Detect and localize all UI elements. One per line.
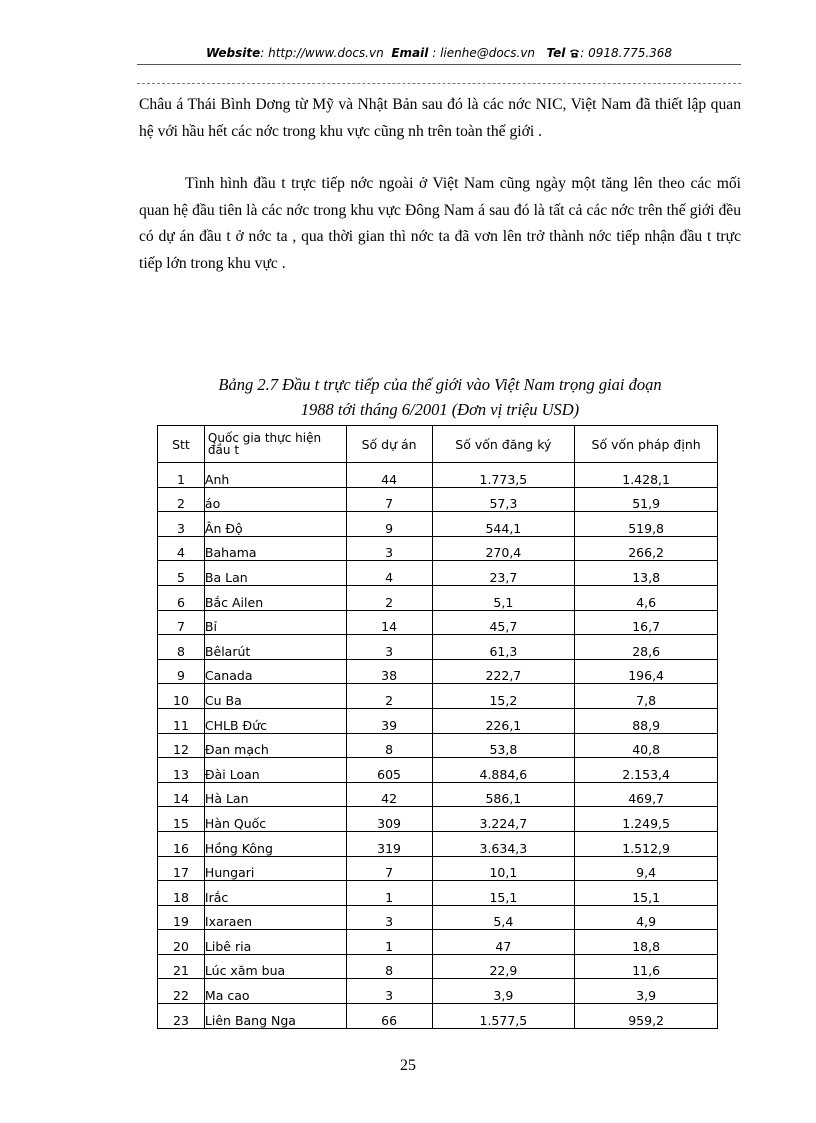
cell-stt: 20 [158,930,205,955]
cell-stt: 1 [158,463,205,488]
telephone-icon [569,48,580,58]
cell-legal-capital: 3,9 [575,979,718,1004]
cell-stt: 23 [158,1004,205,1029]
table-row [158,881,718,906]
cell-stt: 2 [158,487,205,512]
cell-projects: 319 [346,831,432,856]
cell-registered-capital: 53,8 [432,733,575,758]
cell-legal-capital: 15,1 [575,881,718,906]
cell-legal-capital: 1.512,9 [575,831,718,856]
cell-stt: 10 [158,684,205,709]
cell-registered-capital: 586,1 [432,782,575,807]
cell-legal-capital: 16,7 [575,610,718,635]
table-row [158,807,718,832]
cell-legal-capital: 40,8 [575,733,718,758]
cell-legal-capital: 18,8 [575,930,718,955]
cell-country: Hàn Quốc [204,807,346,832]
header-country: Quốc gia thực hiện đầu t [204,426,346,463]
paragraph-1: Châu á Thái Bình Dơng từ Mỹ và Nhật Bản sau đó là các nớc NIC, Việt Nam đã thiết lập quan hệ với hầu hết các nớc trong khu vực cũng nh trên toàn thế giới . [139,96,741,140]
cell-stt: 11 [158,708,205,733]
cell-projects: 66 [346,1004,432,1029]
cell-projects: 7 [346,487,432,512]
table-row [158,659,718,684]
table-row [158,487,718,512]
cell-stt: 9 [158,659,205,684]
cell-country: CHLB Đức [204,708,346,733]
cell-legal-capital: 1.428,1 [575,463,718,488]
cell-projects: 3 [346,979,432,1004]
cell-country: Libê ria [204,930,346,955]
cell-stt: 14 [158,782,205,807]
cell-registered-capital: 57,3 [432,487,575,512]
cell-registered-capital: 15,1 [432,881,575,906]
cell-country: Ixaraen [204,905,346,930]
cell-country: Cu Ba [204,684,346,709]
cell-stt: 18 [158,881,205,906]
cell-registered-capital: 1.773,5 [432,463,575,488]
cell-registered-capital: 222,7 [432,659,575,684]
cell-registered-capital: 3.224,7 [432,807,575,832]
cell-country: Bỉ [204,610,346,635]
cell-legal-capital: 469,7 [575,782,718,807]
cell-registered-capital: 5,1 [432,585,575,610]
cell-registered-capital: 45,7 [432,610,575,635]
cell-projects: 3 [346,536,432,561]
page-number: 25 [400,1057,416,1074]
website-label: Website [205,46,261,60]
cell-registered-capital: 15,2 [432,684,575,709]
cell-stt: 3 [158,512,205,537]
cell-legal-capital: 519,8 [575,512,718,537]
header-legal-capital: Số vốn pháp định [575,426,718,463]
header-rule [137,64,741,65]
cell-country: Ma cao [204,979,346,1004]
cell-registered-capital: 10,1 [432,856,575,881]
table-row [158,1004,718,1029]
cell-registered-capital: 4.884,6 [432,758,575,783]
investment-table [157,425,718,1029]
cell-legal-capital: 4,6 [575,585,718,610]
cell-stt: 17 [158,856,205,881]
cell-stt: 22 [158,979,205,1004]
cell-projects: 3 [346,905,432,930]
cell-country: Irắc [204,881,346,906]
cell-projects: 38 [346,659,432,684]
cell-stt: 12 [158,733,205,758]
cell-registered-capital: 47 [432,930,575,955]
table-row [158,782,718,807]
cell-projects: 1 [346,881,432,906]
cell-stt: 7 [158,610,205,635]
paragraph-2: Tình hình đầu t trực tiếp nớc ngoài ở Việt Nam cũng ngày một tăng lên theo các mối quan hệ đầu tiên là các nớc trong khu vực Đông Nam á sau đó là tất cả các nớc trên thế giới đều có dự án đầu t ở nớc ta , qua thời gian thì nớc ta đã vơn lên trở thành nớc tiếp nhận đầu t trực tiếp lớn trong khu vực . [139,175,741,272]
cell-legal-capital: 11,6 [575,954,718,979]
cell-legal-capital: 7,8 [575,684,718,709]
cell-registered-capital: 3,9 [432,979,575,1004]
header-projects: Số dự án [346,426,432,463]
table-row [158,536,718,561]
cell-country: Lúc xăm bua [204,954,346,979]
cell-projects: 309 [346,807,432,832]
table-row [158,979,718,1004]
cell-registered-capital: 22,9 [432,954,575,979]
cell-stt: 8 [158,635,205,660]
table-header-row [158,426,718,463]
cell-projects: 9 [346,512,432,537]
table-row [158,684,718,709]
table-caption [140,372,740,422]
cell-stt: 6 [158,585,205,610]
website-value: : http://www.docs.vn [260,46,384,60]
cell-projects: 42 [346,782,432,807]
cell-country: Đài Loan [204,758,346,783]
cell-registered-capital: 23,7 [432,561,575,586]
cell-projects: 1 [346,930,432,955]
cell-legal-capital: 266,2 [575,536,718,561]
cell-projects: 8 [346,954,432,979]
cell-projects: 2 [346,585,432,610]
cell-legal-capital: 959,2 [575,1004,718,1029]
header-stt: Stt [158,426,205,463]
table-row [158,561,718,586]
table-row [158,758,718,783]
tel-label: Tel [546,46,566,60]
cell-country: Đan mạch [204,733,346,758]
table-row [158,463,718,488]
cell-stt: 15 [158,807,205,832]
cell-legal-capital: 1.249,5 [575,807,718,832]
cell-registered-capital: 544,1 [432,512,575,537]
cell-country: Bêlarút [204,635,346,660]
caption-line-2: 1988 tới tháng 6/2001 (Đơn vị triệu USD) [300,400,580,419]
cell-legal-capital: 2.153,4 [575,758,718,783]
email-label: Email [391,46,429,60]
cell-projects: 39 [346,708,432,733]
cell-legal-capital: 88,9 [575,708,718,733]
table-row [158,856,718,881]
cell-registered-capital: 61,3 [432,635,575,660]
table-row [158,733,718,758]
cell-country: Hungari [204,856,346,881]
cell-legal-capital: 196,4 [575,659,718,684]
cell-projects: 3 [346,635,432,660]
table-row [158,610,718,635]
email-value: : lienhe@docs.vn [428,46,536,60]
cell-projects: 2 [346,684,432,709]
cell-country: áo [204,487,346,512]
table-row [158,954,718,979]
cell-country: Anh [204,463,346,488]
cell-stt: 5 [158,561,205,586]
caption-line-1: Bảng 2.7 Đầu t trực tiếp của thế giới vào Việt Nam trọng giai đoạn [218,375,662,394]
cell-projects: 14 [346,610,432,635]
cell-legal-capital: 28,6 [575,635,718,660]
cell-projects: 8 [346,733,432,758]
cell-registered-capital: 3.634,3 [432,831,575,856]
cell-projects: 4 [346,561,432,586]
table-row [158,585,718,610]
cell-country: Liên Bang Nga [204,1004,346,1029]
cell-projects: 605 [346,758,432,783]
cell-stt: 4 [158,536,205,561]
cell-registered-capital: 270,4 [432,536,575,561]
cell-legal-capital: 51,9 [575,487,718,512]
cell-country: Bahama [204,536,346,561]
header-registered-capital: Số vốn đăng ký [432,426,575,463]
cell-country: Hồng Kông [204,831,346,856]
cell-country: Ân Độ [204,512,346,537]
cell-projects: 44 [346,463,432,488]
cell-country: Ba Lan [204,561,346,586]
cell-legal-capital: 9,4 [575,856,718,881]
cell-country: Canada [204,659,346,684]
cell-stt: 19 [158,905,205,930]
cell-legal-capital: 4,9 [575,905,718,930]
table-row [158,708,718,733]
cell-projects: 7 [346,856,432,881]
table-row [158,905,718,930]
cell-stt: 16 [158,831,205,856]
cell-registered-capital: 1.577,5 [432,1004,575,1029]
cell-legal-capital: 13,8 [575,561,718,586]
tel-value: : 0918.775.368 [580,46,673,60]
cell-registered-capital: 226,1 [432,708,575,733]
table-body [158,463,718,1029]
table-row [158,512,718,537]
header-dashed-rule [137,83,741,84]
table-row [158,635,718,660]
cell-registered-capital: 5,4 [432,905,575,930]
table-row [158,831,718,856]
cell-stt: 13 [158,758,205,783]
table-row [158,930,718,955]
cell-country: Bắc Ailen [204,585,346,610]
page-header [137,46,741,60]
cell-country: Hà Lan [204,782,346,807]
cell-stt: 21 [158,954,205,979]
